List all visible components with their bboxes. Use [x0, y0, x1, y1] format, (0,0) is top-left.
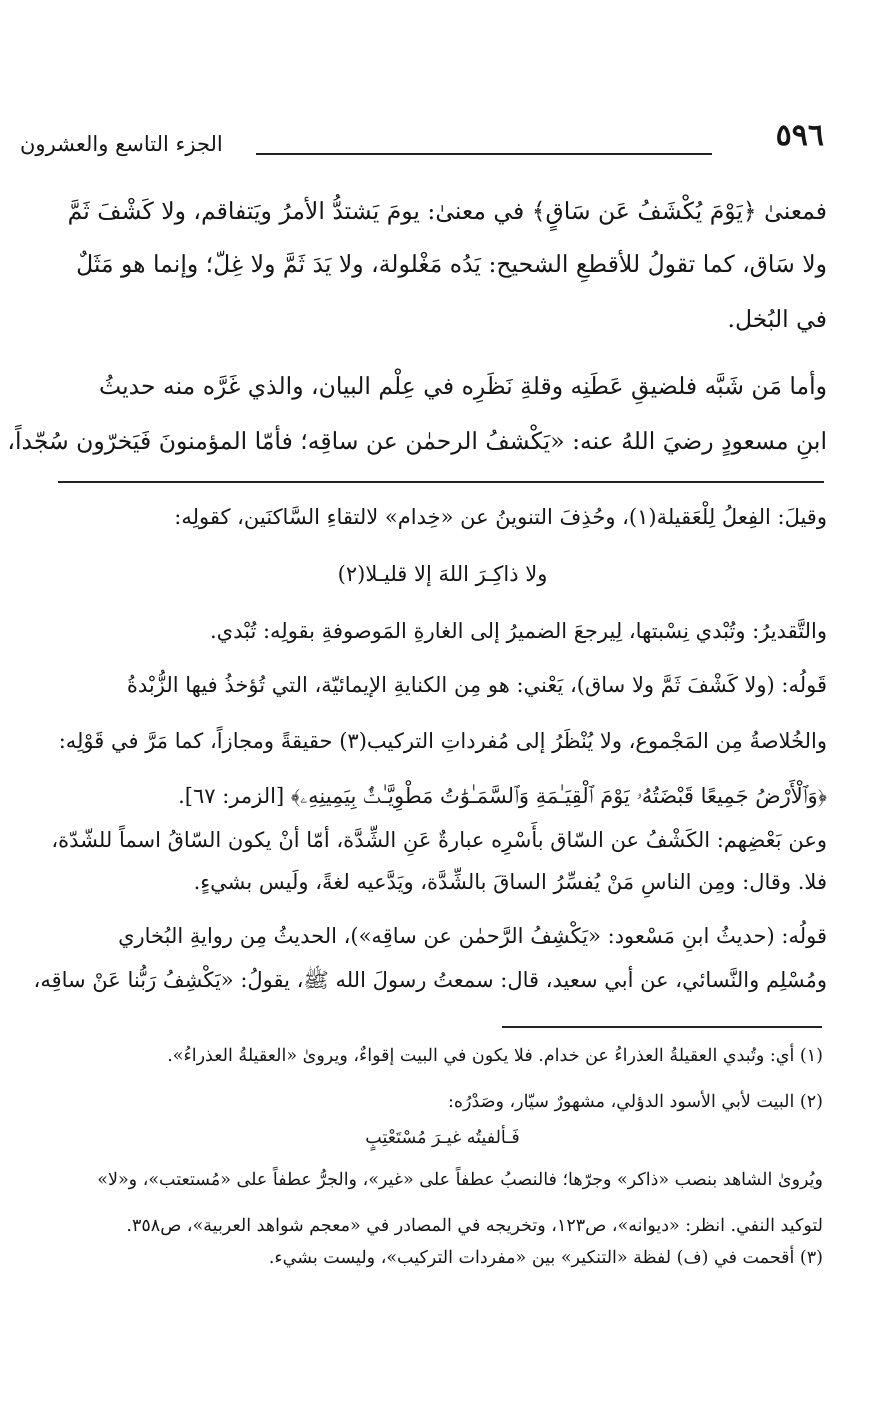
footnote-divider — [502, 1026, 822, 1028]
main-text-line: وأما مَن شَبَّه فلضيقِ عَطَنِه وقلةِ نَظَرِه في عِلْم البيان، والذي غَرَّه منه حديثُ — [99, 372, 827, 400]
commentary-line: وقيلَ: الفِعلُ لِلْعَقيلة(١)، وحُذِفَ التنوينُ عن «خِدام» لالتقاءِ السَّاكنَين، كقولِه: — [174, 505, 827, 529]
commentary-line: والتَّقديرُ: وتُبْدي نِسْبتها، لِيرجعَ الضميرُ إلى الغارةِ المَوصوفةِ بقولِه: تُبْدي. — [209, 619, 827, 643]
footnote-line: لتوكيد النفي. انظر: «ديوانه»، ص١٢٣، وتخريجه في المصادر في «معجم شواهد العربية»، ص٣٥٨. — [126, 1216, 823, 1236]
page-number: ٥٩٦ — [775, 118, 824, 153]
commentary-line: قَولُه: (ولا كَشْفَ ثَمَّ ولا ساق)، يَعْني: هو مِن الكنايةِ الإيمائيّة، التي تُؤخذُ فيها الزُّبْدةُ — [126, 673, 827, 697]
quran-verse-line: ﴿وَٱلْأَرْضُ جَمِيعًا قَبْضَتُهُۥ يَوْمَ ٱلْقِيَـٰمَةِ وَٱلسَّمَـٰوَٰتُ مَطْوِيَّـٰتٌۢ بِيَمِينِهِۦ﴾ [الزمر: ٦٧]. — [178, 784, 827, 808]
main-text-line: فمعنىٰ ﴿يَوْمَ يُكْشَفُ عَن سَاقٍ﴾ في معنىٰ: يومَ يَشتدُّ الأمرُ ويَتفاقم، ولا كَشْفَ ثَمَّ — [67, 197, 827, 225]
footnote-line: ويُروىٰ الشاهد بنصب «ذاكر» وجرّها؛ فالنصبُ عطفاً على «غير»، والجرُّ عطفاً على «مُستعتب»، و«لا» — [97, 1170, 823, 1190]
commentary-line: وعن بَعْضِهم: الكَشْفُ عن السّاق بأَسْرِه عبارةٌ عَنِ الشِّدَّة، أمّا أنْ يكون السّاقُ اسماً للشّدّة، — [51, 828, 827, 852]
header-rule — [256, 153, 712, 155]
footnote-line: (١) أي: وتُبدي العقيلةُ العذراءُ عن خدام. فلا يكون في البيت إقواءٌ، ويروىٰ «العقيلةُ العذراءُ». — [167, 1046, 823, 1066]
commentary-line: فلا. وقال: ومِن الناسِ مَنْ يُفسِّرُ الساقَ بالشِّدَّة، ويَدَّعيه لغةً، ولَيس بشيءٍ. — [193, 870, 827, 894]
footnote-poetry: فَـألفيتُه غيـرَ مُسْتَعْتِبٍ — [365, 1128, 520, 1148]
main-text-line: ابنِ مسعودٍ رضيَ اللهُ عنه: «يَكْشفُ الرحمٰن عن ساقِه؛ فأمّا المؤمنونَ فَيَخرّون سُجّداً، — [7, 427, 827, 455]
footnote-line: (٢) البيت لأبي الأسود الدؤلي، مشهورٌ سيّار، وصَدْرُه: — [447, 1092, 823, 1112]
main-text-line: ولا سَاق، كما تقولُ للأقطعِ الشحيح: يَدُه مَغْلولة، ولا يَدَ ثَمَّ ولا غِلّ؛ وإنما هو مَثَلٌ — [76, 250, 827, 278]
commentary-line: قولُه: (حديثُ ابنِ مَسْعود: «يَكْشِفُ الرَّحمٰن عن ساقِه»)، الحديثُ مِن روايةِ البُخاري — [118, 924, 827, 948]
commentary-line: والخُلاصةُ مِن المَجْموع، ولا يُنْظَرُ إلى مُفرداتِ التركيب(٣) حقيقةً ومجازاً، كما مَرَّ في قَوْلِه: — [58, 729, 827, 753]
main-text-line: في البُخل. — [727, 305, 827, 333]
running-title: الجزء التاسع والعشرون — [20, 132, 223, 156]
poetry-verse: ولا ذاكِـرَ اللهَ إلا قليـلا(٢) — [337, 562, 548, 586]
section-divider — [58, 481, 824, 483]
commentary-line: ومُسْلِم والنَّسائي، عن أبي سعيد، قال: سمعتُ رسولَ الله ﷺ، يقولُ: «يَكْشِفُ رَبُّنا عَنْ ساقِه، — [33, 968, 827, 992]
footnote-line: (٣) أقحمت في (ف) لفظة «التنكير» بين «مفردات التركيب»، وليست بشيء. — [268, 1248, 823, 1268]
